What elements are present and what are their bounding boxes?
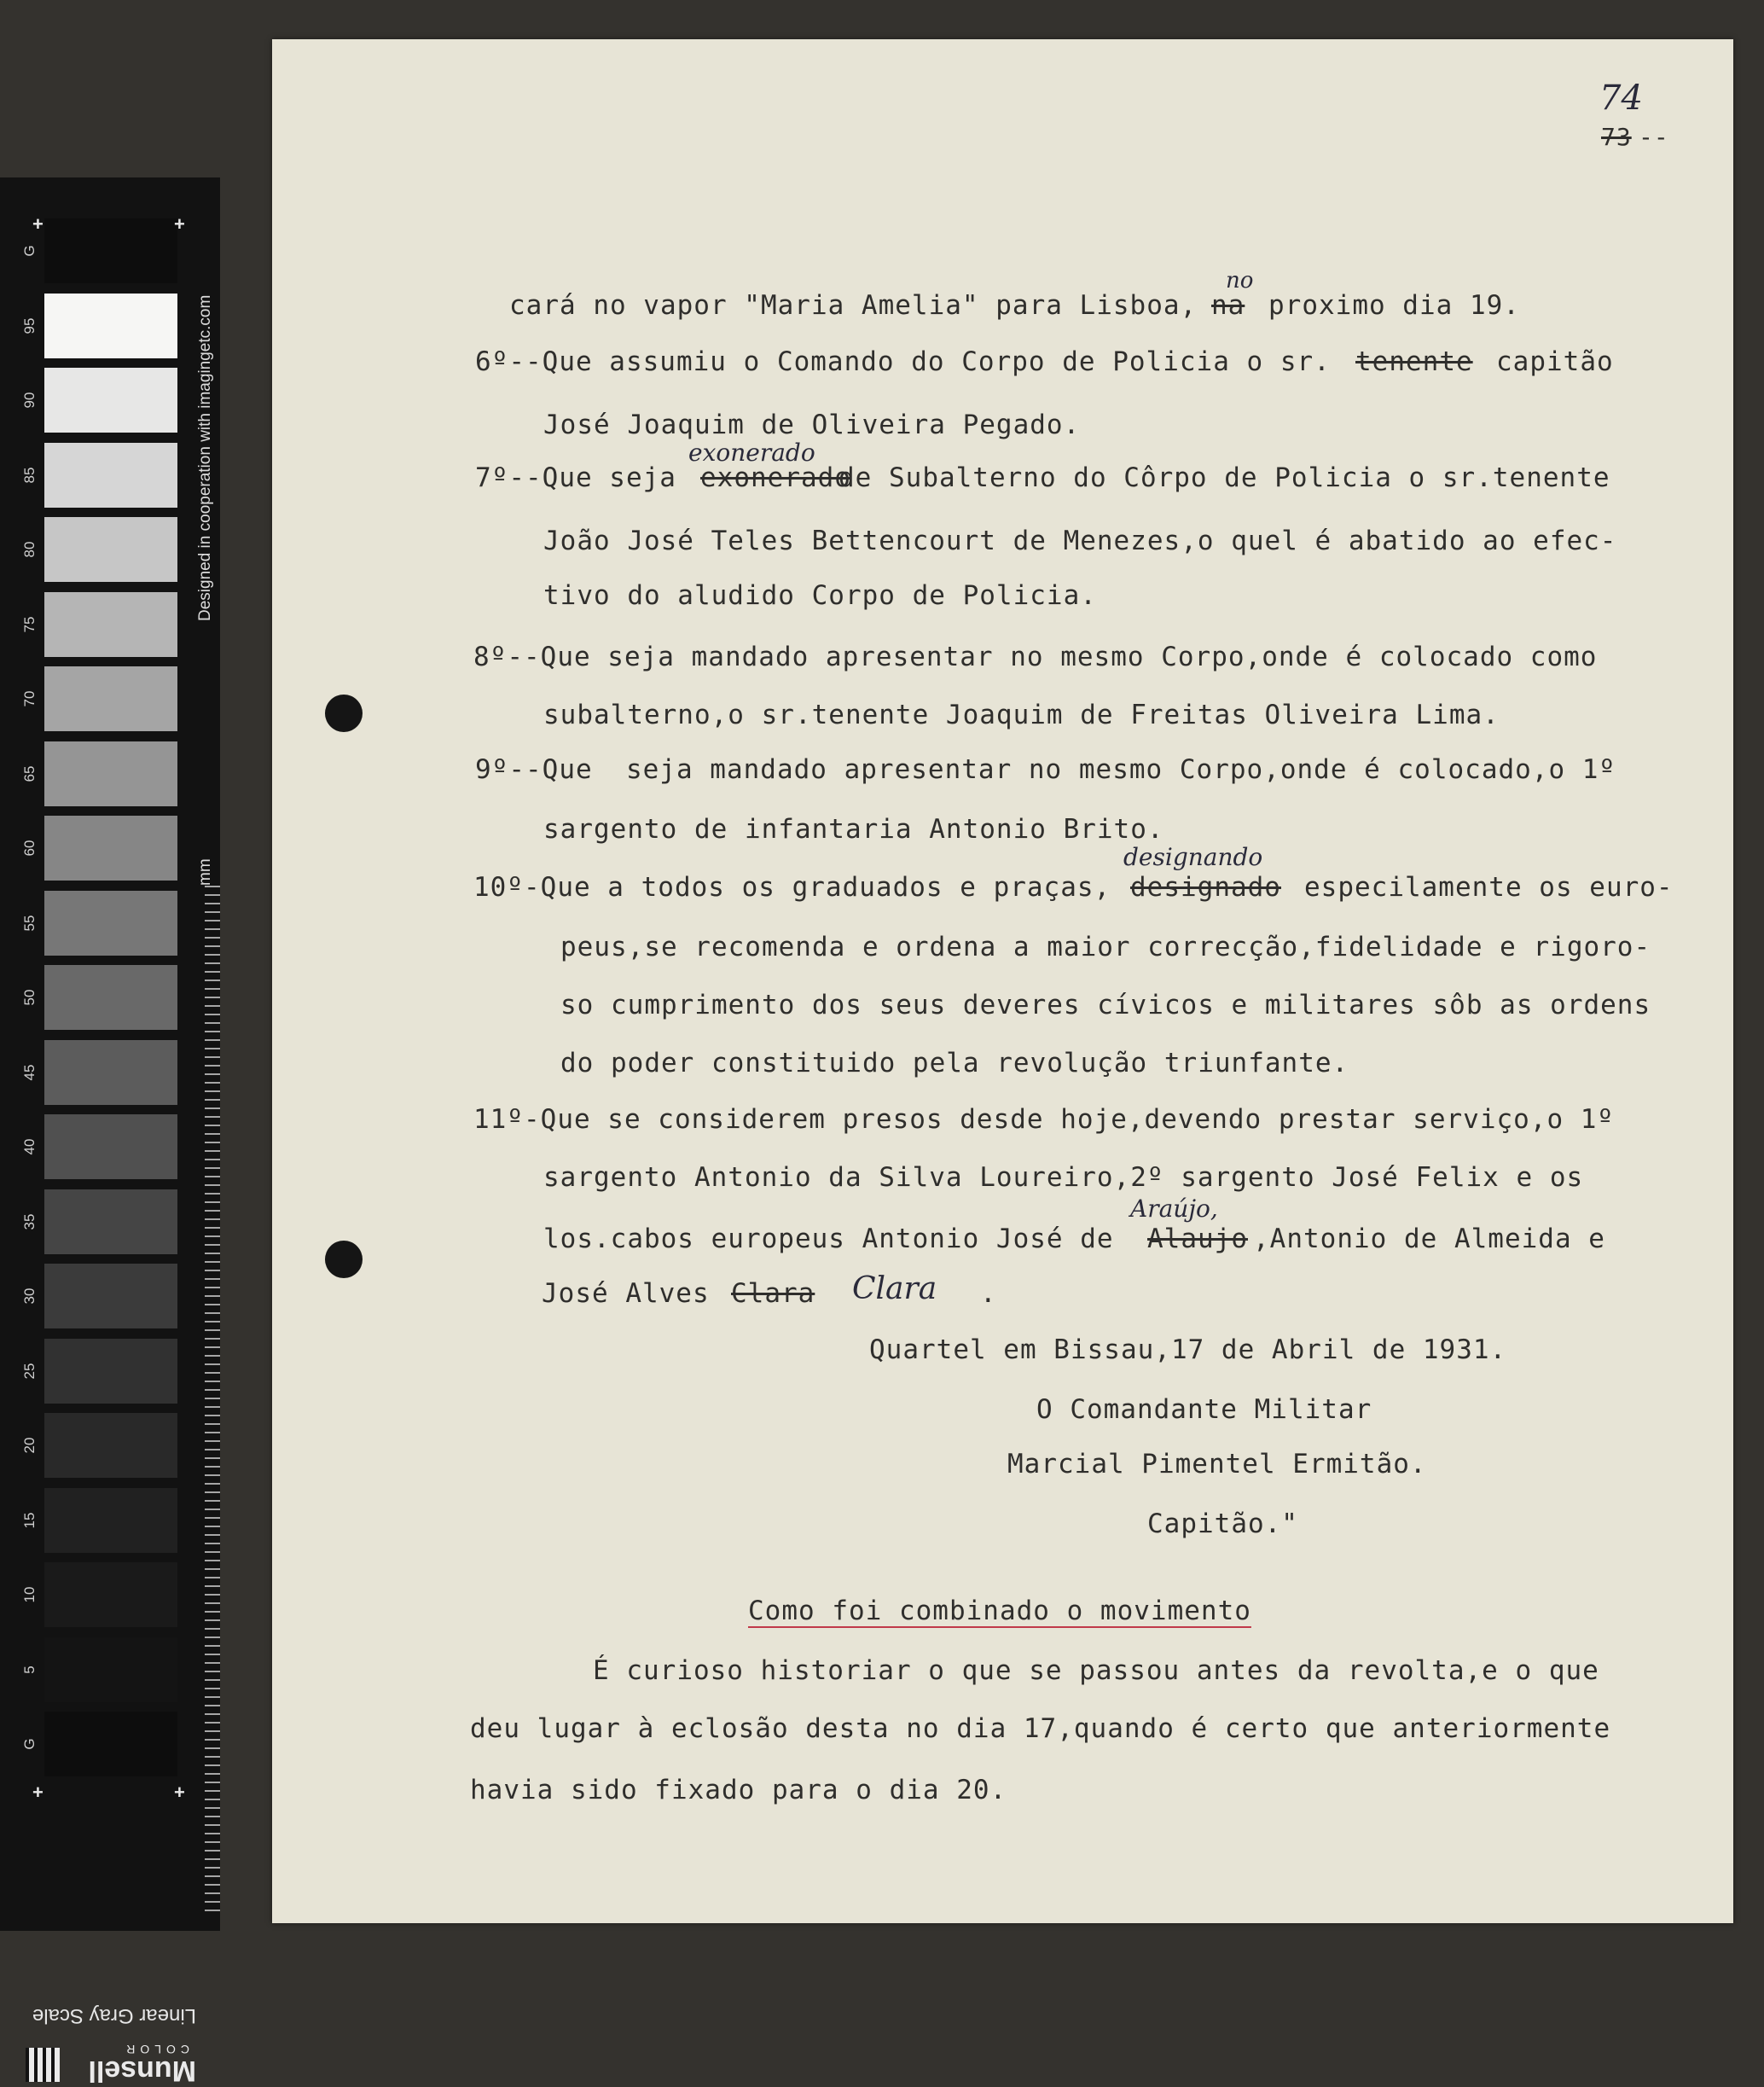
gray-scale-label: 70 (21, 690, 38, 707)
text-line: sargento de infantaria Antonio Brito. (543, 814, 1164, 845)
gray-scale-label: 5 (21, 1665, 38, 1674)
gray-scale-card (0, 177, 220, 2087)
text-line: José Joaquim de Oliveira Pegado. (543, 410, 1081, 440)
gray-scale-label: 55 (21, 915, 38, 931)
signatory-rank: Capitão." (1147, 1509, 1298, 1539)
text-line: proximo dia 19. (1268, 290, 1520, 321)
munsell-logo (26, 2039, 196, 2087)
text-line: 7º--Que seja (475, 462, 676, 493)
gray-patch (44, 1264, 177, 1328)
place-date: Quartel em Bissau,17 de Abril de 1931. (869, 1334, 1507, 1365)
text-line: tivo do aludido Corpo de Policia. (543, 580, 1097, 611)
gray-patch (44, 1339, 177, 1404)
gray-patch (44, 666, 177, 731)
text-line: 6º--Que assumiu o Comando do Corpo de Policia o sr. (475, 346, 1331, 377)
gray-scale-label: 35 (21, 1213, 38, 1230)
gray-scale-label: 25 (21, 1363, 38, 1379)
text-line: de Subalterno do Côrpo de Policia o sr.tenente (838, 462, 1610, 493)
text-line: do poder constituido pela revolução triunfante. (560, 1048, 1349, 1078)
munsell-sub: COLOR (121, 2043, 189, 2056)
gray-scale-label: 20 (21, 1437, 38, 1454)
text-line: ,Antonio de Almeida e (1253, 1224, 1605, 1254)
gray-patch (44, 1488, 177, 1553)
paragraph-line: É curioso historiar o que se passou antes da revolta,e o que (593, 1655, 1599, 1686)
gray-scale-label: 10 (21, 1586, 38, 1603)
text-line: 8º--Que seja mandado apresentar no mesmo Corpo,onde é colocado como (473, 642, 1598, 672)
gray-patch (44, 443, 177, 508)
text-line: sargento Antonio da Silva Loureiro,2º sargento José Felix e os (543, 1162, 1584, 1193)
struck-word: Clara (731, 1278, 815, 1309)
gray-scale-label: 90 (21, 392, 38, 409)
handwritten-correction: designando (1123, 843, 1263, 871)
paragraph-line: deu lugar à eclosão desta no dia 17,quando é certo que anteriormente (470, 1713, 1611, 1744)
gray-patch (44, 1040, 177, 1105)
gray-patch (44, 965, 177, 1030)
text-line: so cumprimento dos seus deveres cívicos e militares sôb as ordens (560, 990, 1651, 1020)
scale-units: mm (196, 858, 214, 886)
gray-scale-label: G (21, 245, 38, 257)
gray-patch (44, 741, 177, 806)
text-line: peus,se recomenda e ordena a maior correcção,fidelidade e rigoro- (560, 932, 1651, 962)
text-line: subalterno,o sr.tenente Joaquim de Freitas Oliveira Lima. (543, 700, 1500, 730)
scale-credit: Designed in cooperation with imagingetc.com (196, 294, 214, 621)
gray-patch (44, 1562, 177, 1627)
text-line: 10º-Que a todos os graduados e praças, (473, 872, 1111, 903)
registration-mark: + (174, 1782, 185, 1803)
registration-mark: + (174, 213, 185, 235)
gray-scale-label: 80 (21, 541, 38, 558)
handwritten-correction: exonerado (688, 439, 815, 467)
document-page (272, 39, 1733, 1923)
text-line: 11º-Que se considerem presos desde hoje,devendo prestar serviço,o 1º (473, 1104, 1615, 1135)
scale-title: Linear Gray Scale (32, 2004, 197, 2027)
gray-patch (44, 368, 177, 433)
page-number: 74 (1599, 78, 1643, 118)
gray-scale-label: 45 (21, 1064, 38, 1080)
gray-patch (44, 1114, 177, 1179)
registration-mark: + (32, 213, 44, 235)
gray-patch (44, 218, 177, 283)
gray-patch (44, 517, 177, 582)
registration-mark: + (32, 1782, 44, 1803)
text-line: 9º--Que seja mandado apresentar no mesmo Corpo,onde é colocado,o 1º (475, 754, 1616, 785)
munsell-wordmark: Munsell (88, 2055, 196, 2087)
paragraph-line: havia sido fixado para o dia 20. (470, 1775, 1007, 1805)
gray-scale-label: 40 (21, 1138, 38, 1155)
struck-word: Alaujo (1147, 1224, 1248, 1254)
signatory-name: Marcial Pimentel Ermitão. (1007, 1449, 1427, 1480)
punch-hole (325, 695, 363, 732)
handwritten-correction: Araújo, (1130, 1195, 1218, 1223)
struck-word: exonerado (700, 462, 851, 493)
gray-scale-label: 15 (21, 1512, 38, 1528)
mm-ruler (205, 886, 220, 1914)
gray-scale-label: 60 (21, 840, 38, 857)
old-page-number: 73 (1601, 123, 1632, 151)
struck-word: designado (1130, 872, 1281, 903)
text-line: capitão (1496, 346, 1614, 377)
section-heading: Como foi combinado o movimento (748, 1596, 1251, 1626)
gray-patch (44, 294, 177, 358)
gray-patch (44, 891, 177, 956)
page-number-dashes: -- (1639, 123, 1669, 151)
signatory-title: O Comandante Militar (1036, 1394, 1372, 1425)
handwritten-correction: Clara (852, 1271, 937, 1306)
gray-scale-label: 30 (21, 1288, 38, 1305)
gray-scale-label: 50 (21, 989, 38, 1006)
struck-word: tenente (1355, 346, 1473, 377)
gray-scale-label: G (21, 1738, 38, 1750)
text-line: João José Teles Bettencourt de Menezes,o quel é abatido ao efec- (543, 526, 1617, 556)
gray-patch (44, 1637, 177, 1702)
gray-patch (44, 1712, 177, 1776)
gray-patch (44, 1189, 177, 1254)
text-line: especilamente os euro- (1304, 872, 1674, 903)
text-line: los.cabos europeus Antonio José de (543, 1224, 1114, 1254)
text-line: . (980, 1278, 997, 1309)
text-line: cará no vapor "Maria Amelia" para Lisboa, (509, 290, 1198, 321)
handwritten-correction: no (1226, 268, 1254, 294)
gray-patch (44, 1413, 177, 1478)
gray-scale-label: 85 (21, 467, 38, 483)
gray-patch (44, 592, 177, 657)
gray-scale-label: 65 (21, 765, 38, 782)
text-line: José Alves (542, 1278, 710, 1309)
struck-word: na (1211, 290, 1245, 321)
punch-hole (325, 1241, 363, 1278)
gray-patch (44, 816, 177, 881)
gray-scale-label: 95 (21, 317, 38, 334)
gray-scale-label: 75 (21, 616, 38, 632)
munsell-grid-icon (26, 2048, 60, 2082)
